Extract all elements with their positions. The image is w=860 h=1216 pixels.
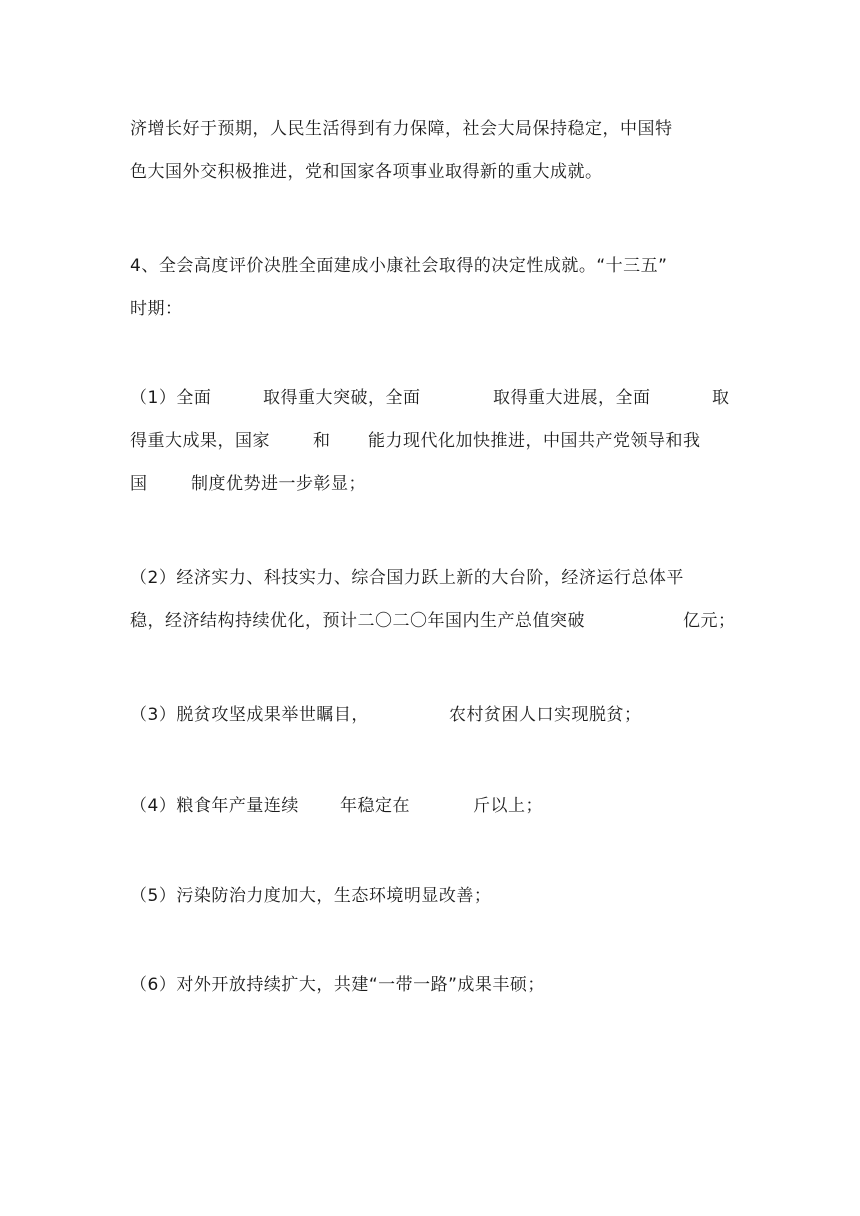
text-segment: 年稳定在 (340, 796, 410, 816)
text-segment: 制度优势进一步彰显； (191, 474, 366, 494)
text-segment: 斤以上； (473, 796, 543, 816)
list-item-line (130, 793, 730, 819)
text-segment: 国 (130, 474, 148, 494)
text-segment: 农村贫困人口实现脱贫； (449, 705, 642, 725)
list-item-line (130, 608, 736, 634)
section-heading-line: 时期： (130, 299, 183, 319)
text-segment: 稳，经济结构持续优化，预计二〇二〇年国内生产总值突破 (130, 611, 585, 631)
paragraph-line: 济增长好于预期，人民生活得到有力保障，社会大局保持稳定，中国特 (130, 119, 673, 139)
text-segment: 得重大成果，国家 (130, 431, 270, 451)
list-item-line (130, 385, 730, 411)
text-segment: （3）脱贫攻坚成果举世瞩目， (130, 705, 369, 725)
list-item-line: （5）污染防治力度加大，生态环境明显改善； (130, 886, 492, 906)
list-item-line: （6）对外开放持续扩大，共建“一带一路”成果丰硕； (130, 975, 545, 995)
text-segment: （1）全面 (130, 388, 212, 408)
text-segment: 能力现代化加快推进，中国共产党领导和我 (368, 431, 701, 451)
list-item-line (130, 702, 730, 728)
text-segment: 取得重大进展，全面 (493, 388, 651, 408)
list-item-line (130, 428, 730, 454)
list-item-line: （2）经济实力、科技实力、综合国力跃上新的大台阶，经济运行总体平 (130, 568, 684, 588)
text-segment: 取得重大突破，全面 (263, 388, 421, 408)
text-segment: 取 (712, 388, 730, 408)
section-heading-line: 4、全会高度评价决胜全面建成小康社会取得的决定性成就。“十三五” (130, 256, 668, 276)
text-segment: 亿元； (683, 611, 736, 631)
paragraph-line: 色大国外交积极推进，党和国家各项事业取得新的重大成就。 (130, 162, 603, 182)
text-segment: 和 (313, 431, 331, 451)
text-segment: （4）粮食年产量连续 (130, 796, 299, 816)
list-item-line (130, 471, 730, 497)
